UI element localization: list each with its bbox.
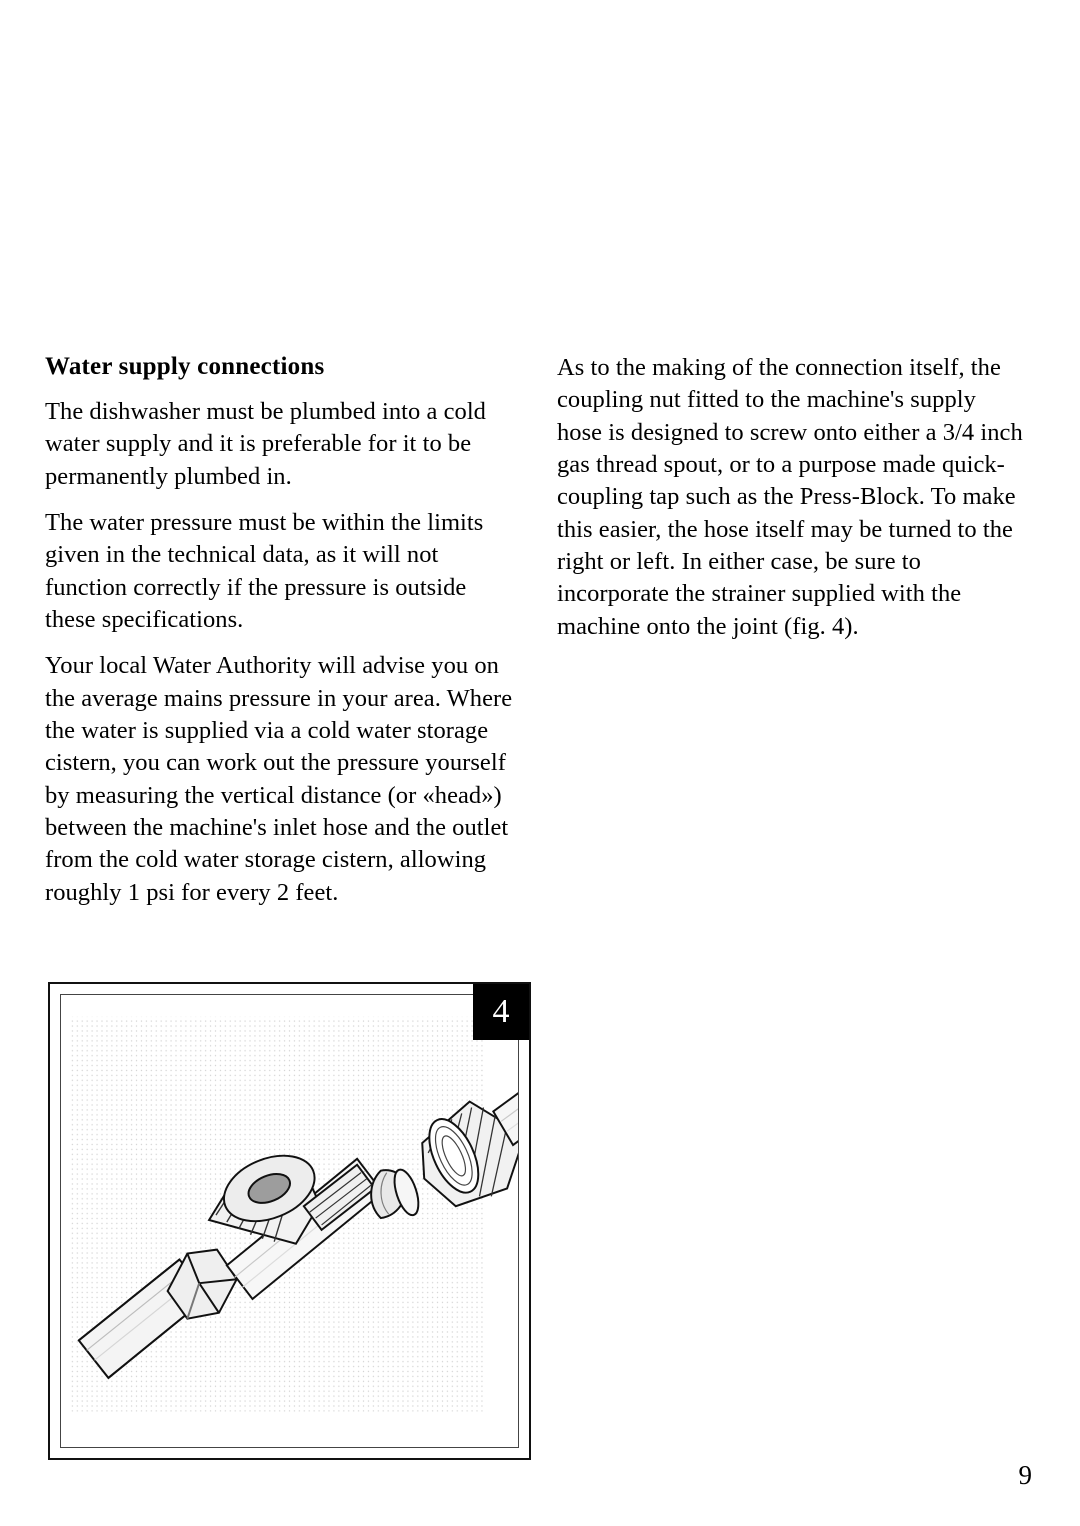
page-title: Water supply connections xyxy=(45,353,325,380)
page-number: 9 xyxy=(1018,1460,1032,1490)
figure-4-frame xyxy=(60,994,519,1448)
hose-connection-illustration xyxy=(61,995,518,1447)
paragraph: Your local Water Authority will advise you on the average mains pressure in your area. Where the water is supplied via a cold water storage cistern, you can work out the pressure yourself by measuring the vertical distance (or «head») between the machine's inlet hose and the outlet from the cold water storage cistern, allowing roughly 1 psi for every 2 feet. xyxy=(45,652,513,906)
right-text-column xyxy=(557,352,1027,643)
figure-4 xyxy=(48,982,531,1460)
paragraph: The water pressure must be within the limits given in the technical data, as it will not function correctly if the pressure is outside these specifications. xyxy=(45,508,484,633)
figure-number-badge: 4 xyxy=(473,984,529,1040)
paragraph: As to the making of the connection itself, the coupling nut fitted to the machine's supply hose is designed to screw onto either a 3/4 inch gas thread spout, or to a purpose made quick-coupling tap such as the Press-Block. To make this easier, the hose itself may be turned to the right or left. In either case, be sure to incorporate the strainer supplied with the machine onto the joint (fig. 4). xyxy=(557,354,1023,640)
left-text-column xyxy=(45,352,515,909)
paragraph: The dishwasher must be plumbed into a cold water supply and it is preferable for it to be permanently plumbed in. xyxy=(45,398,486,490)
